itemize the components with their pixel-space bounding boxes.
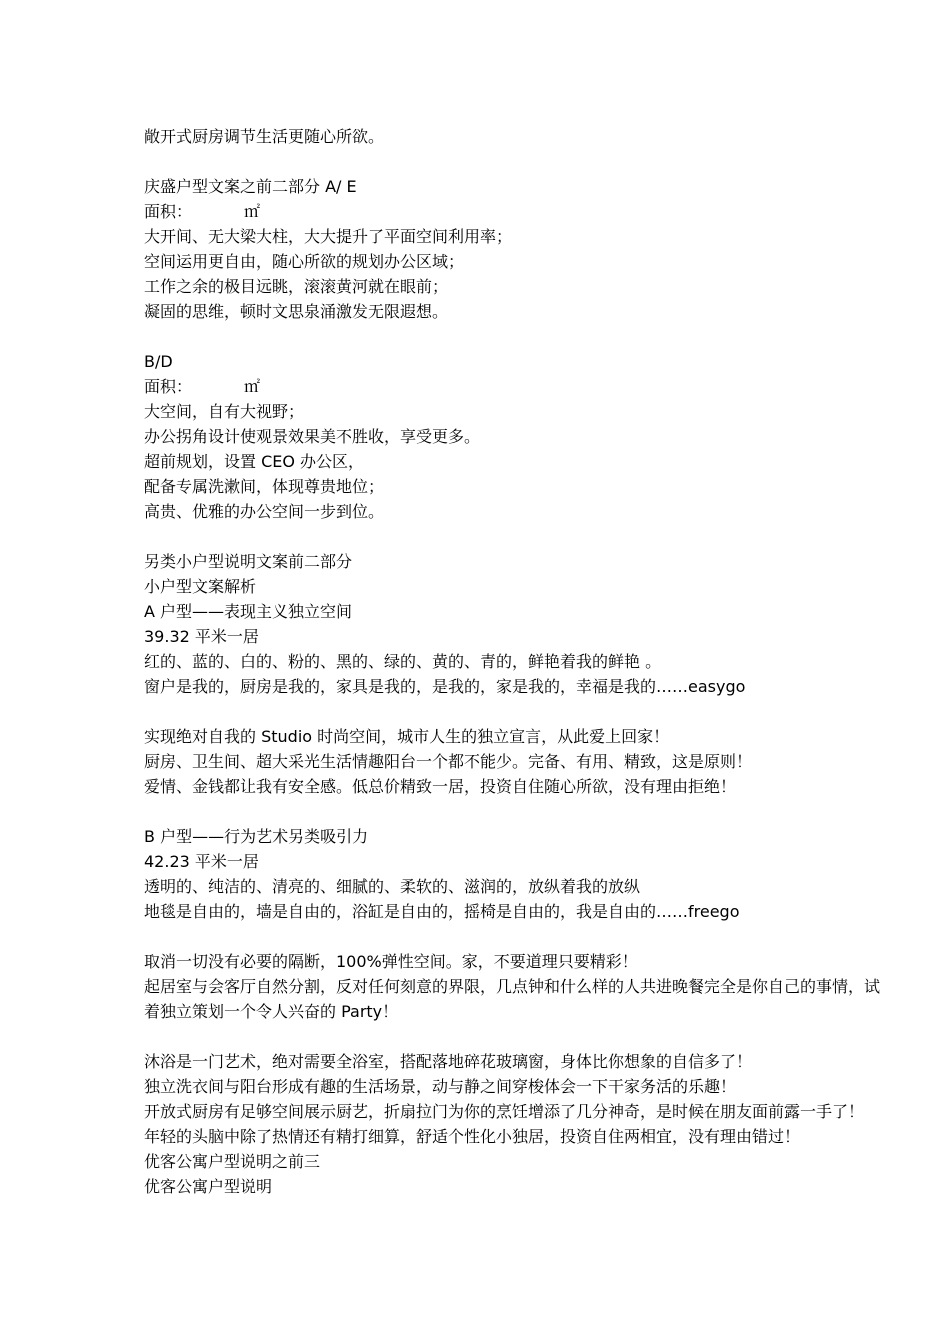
section2-heading: B/D <box>144 352 173 371</box>
type-b-line: 透明的、纯洁的、清亮的、细腻的、柔软的、滋润的，放纵着我的放纵 <box>144 877 641 896</box>
type-b-line: 地毯是自由的，墙是自由的，浴缸是自由的，摇椅是自由的，我是自由的……freego <box>144 902 740 921</box>
type-a-title: A 户型——表现主义独立空间 <box>144 602 353 621</box>
section2-line: 超前规划，设置 CEO 办公区， <box>144 452 365 471</box>
blank-line <box>144 149 880 174</box>
intro-line: 敞开式厨房调节生活更随心所欲。 <box>144 127 385 146</box>
blank-line <box>144 524 880 549</box>
type-b-detail: 年轻的头脑中除了热情还有精打细算，舒适个性化小独居，投资自住两相宜，没有理由错过！ <box>144 1127 801 1146</box>
type-a-desc: 爱情、金钱都让我有安全感。低总价精致一居，投资自住随心所欲，没有理由拒绝！ <box>144 777 737 796</box>
area-label: 面积： <box>144 202 193 221</box>
blank-line <box>144 799 880 824</box>
section1-line: 工作之余的极目远眺，滚滚黄河就在眼前； <box>144 277 449 296</box>
section2-line: 大空间，自有大视野； <box>144 402 305 421</box>
type-b-size: 42.23 平米一居 <box>144 852 259 871</box>
type-b-desc: 起居室与会客厅自然分割，反对任何刻意的界限，几点钟和什么样的人共进晚餐完全是你自己的事情，试着独立策划一个令人兴奋的 Party！ <box>144 977 881 1021</box>
blank-line <box>144 1024 880 1049</box>
section2-area <box>144 374 880 399</box>
section2-line: 配备专属洗漱间，体现尊贵地位； <box>144 477 385 496</box>
section2-line: 高贵、优雅的办公空间一步到位。 <box>144 502 385 521</box>
type-a-line: 红的、蓝的、白的、粉的、黑的、绿的、黄的、青的，鲜艳着我的鲜艳 。 <box>144 652 662 671</box>
blank-line <box>144 324 880 349</box>
section1-line: 空间运用更自由，随心所欲的规划办公区域； <box>144 252 465 271</box>
type-b-title: B 户型——行为艺术另类吸引力 <box>144 827 369 846</box>
section4-heading: 优客公寓户型说明之前三 <box>144 1152 321 1171</box>
type-b-detail: 独立洗衣间与阳台形成有趣的生活场景，动与静之间穿梭体会一下干家务活的乐趣！ <box>144 1077 737 1096</box>
section1-line: 大开间、无大梁大柱，大大提升了平面空间利用率； <box>144 227 513 246</box>
type-b-detail: 开放式厨房有足够空间展示厨艺，折扇拉门为你的烹饪增添了几分神奇，是时候在朋友面前露一手了！ <box>144 1102 865 1121</box>
section4-subheading: 优客公寓户型说明 <box>144 1177 273 1196</box>
type-b-desc: 取消一切没有必要的隔断，100%弹性空间。家，不要道理只要精彩！ <box>144 952 638 971</box>
blank-line <box>144 924 880 949</box>
type-b-detail: 沐浴是一门艺术，绝对需要全浴室，搭配落地碎花玻璃窗，身体比你想象的自信多了！ <box>144 1052 753 1071</box>
type-a-size: 39.32 平米一居 <box>144 627 259 646</box>
section1-area <box>144 199 880 224</box>
document-body <box>144 124 880 1199</box>
type-a-desc: 厨房、卫生间、超大采光生活情趣阳台一个都不能少。完备、有用、精致，这是原则！ <box>144 752 753 771</box>
section1-heading: 庆盛户型文案之前二部分 A/ E <box>144 177 357 196</box>
section3-subheading: 小户型文案解析 <box>144 577 257 596</box>
area-unit: ㎡ <box>244 377 261 396</box>
area-label: 面积： <box>144 377 193 396</box>
blank-line <box>144 699 880 724</box>
section3-heading: 另类小户型说明文案前二部分 <box>144 552 353 571</box>
area-unit: ㎡ <box>244 202 261 221</box>
section2-line: 办公拐角设计使观景效果美不胜收，享受更多。 <box>144 427 481 446</box>
type-a-line: 窗户是我的，厨房是我的，家具是我的，是我的，家是我的，幸福是我的……easygo <box>144 677 746 696</box>
type-a-desc: 实现绝对自我的 Studio 时尚空间，城市人生的独立宣言，从此爱上回家！ <box>144 727 670 746</box>
section1-line: 凝固的思维，顿时文思泉涌激发无限遐想。 <box>144 302 449 321</box>
